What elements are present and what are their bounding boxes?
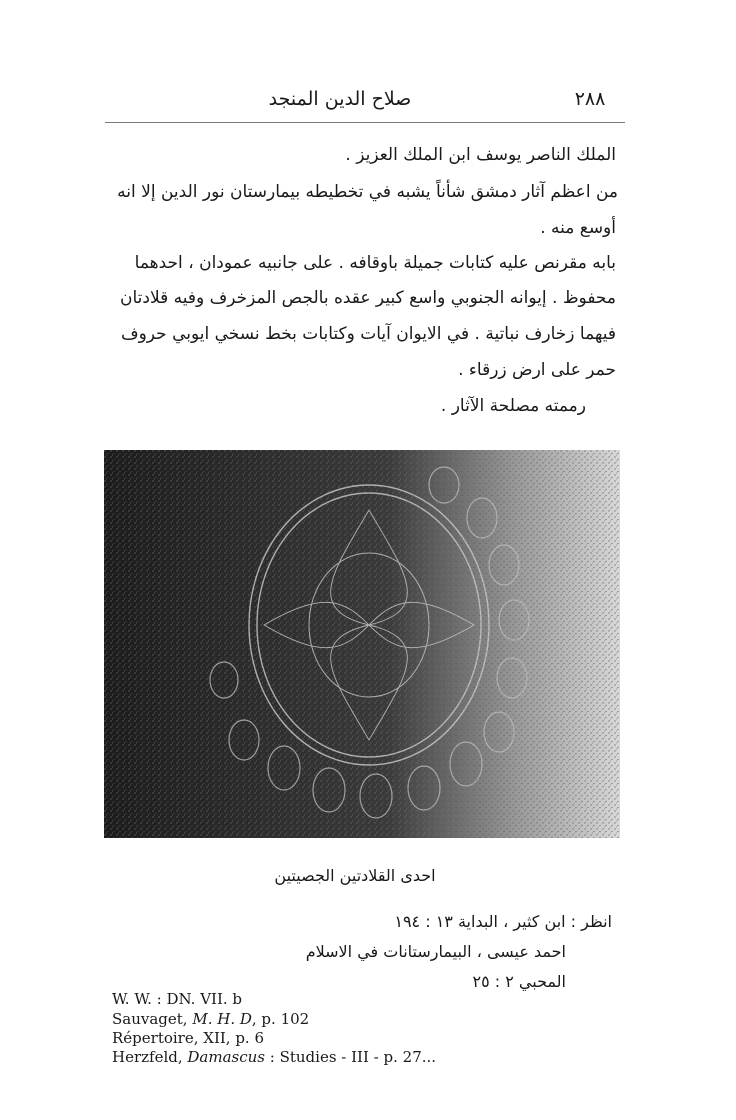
body-line: محفوظ . إيوانه الجنوبي واسع كبير عقده بالجص المزخرف وفيه قلادتان <box>120 288 616 308</box>
body-line: من اعظم آثار دمشق شأناً يشبه في تخطيطه بيمارستان نور الدين إلا انه <box>117 182 618 202</box>
reference-line: احمد عيسى ، البيمارستانات في الاسلام <box>305 942 566 961</box>
page-number: ٢٨٨ <box>574 88 606 110</box>
reference-line: المحبي ٢ : ٢٥ <box>472 972 566 991</box>
reference-line: انظر : ابن كثير ، البداية ١٣ : ١٩٤ <box>394 912 612 931</box>
figure-caption: احدى القلادتين الجصيتين <box>274 866 436 885</box>
body-line: الملك الناصر يوسف ابن الملك العزيز . <box>345 145 616 165</box>
latin-reference: W. W. : DN. VII. b <box>112 990 243 1008</box>
latin-reference: Sauvaget, M. H. D, p. 102 <box>112 1010 310 1028</box>
header-rule <box>105 122 625 123</box>
body-line: بابه مقرنص عليه كتابات جميلة باوقافه . على جانبيه عمودان ، احدهما <box>134 253 616 273</box>
body-line: أوسع منه . <box>540 218 616 238</box>
latin-reference: Herzfeld, Damascus : Studies - III - p. 27... <box>112 1048 437 1066</box>
running-title: صلاح الدين المنجد <box>268 88 412 110</box>
stucco-medallion-photo <box>104 450 620 838</box>
latin-reference: Répertoire, XII, p. 6 <box>112 1029 265 1047</box>
body-line: حمر على ارض زرقاء . <box>458 360 616 380</box>
body-line: رممته مصلحة الآثار . <box>440 396 586 416</box>
body-line: فيهما زخارف نباتية . في الايوان آيات وكتابات بخط نسخي ايوبي حروف <box>120 324 616 344</box>
